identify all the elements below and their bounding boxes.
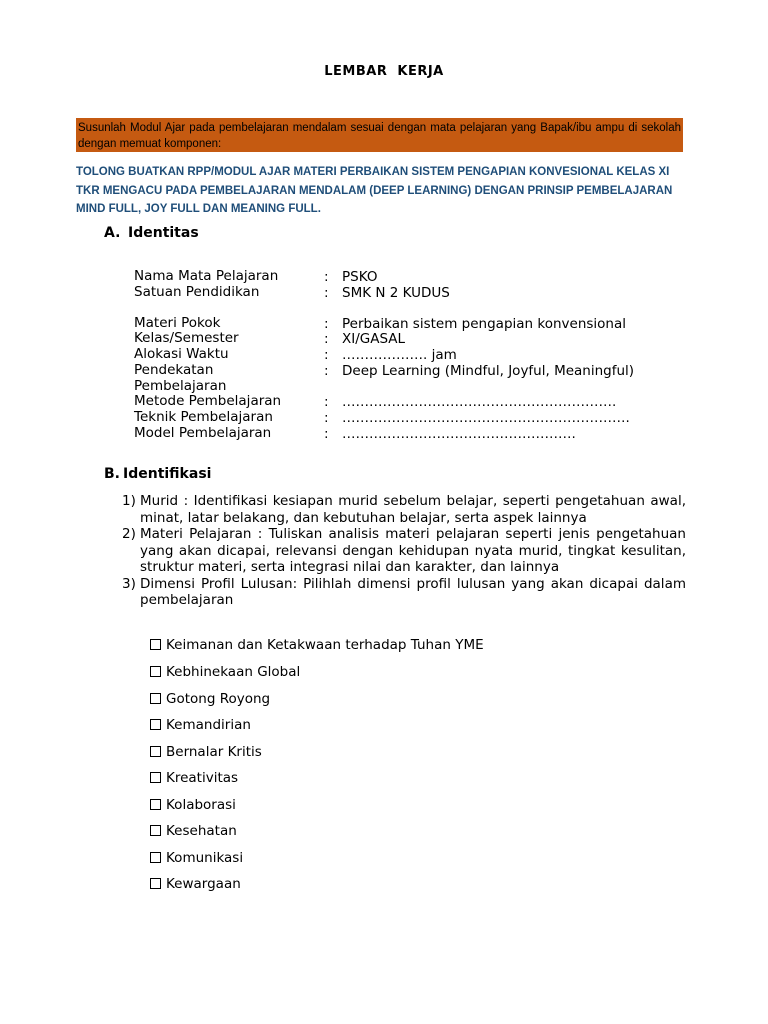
identitas-label: Nama Mata Pelajaran	[134, 268, 279, 284]
identitas-colon: :	[324, 347, 329, 363]
identitas-value: Perbaikan sistem pengapian konvensional	[342, 316, 627, 332]
identitas-colon: :	[324, 363, 329, 379]
identitas-value: SMK N 2 KUDUS	[342, 285, 450, 301]
request-text: TOLONG BUATKAN RPP/MODUL AJAR MATERI PERBAIKAN SISTEM PENGAPIAN KONVESIONAL KELAS XI TKR MENGACU PADA PEMBELAJARAN MENDALAM (DEEP LEARNING) DENGAN PRINSIP PEMBELAJARAN MIND FULL, JOY FULL DAN MEANING FULL.	[76, 166, 673, 215]
identitas-colon: :	[324, 316, 329, 332]
checklist-label: Bernalar Kritis	[166, 744, 262, 760]
checklist-item	[150, 637, 484, 653]
page-title: LEMBAR KERJA	[324, 64, 444, 79]
checkbox-icon[interactable]	[150, 719, 161, 730]
list-item-number: 2)	[122, 526, 136, 542]
section-b-letter: B.	[104, 466, 120, 482]
identitas-label: Metode Pembelajaran	[134, 393, 282, 409]
checklist-label: Keimanan dan Ketakwaan terhadap Tuhan YME	[166, 637, 484, 653]
checklist-item	[150, 850, 243, 866]
list-item-text: Murid : Identifikasi kesiapan murid sebelum belajar, seperti pengetahuan awal, minat, latar belakang, dan kebutuhan belajar, serta aspek lainnya	[140, 493, 686, 526]
list-item-number: 1)	[122, 493, 136, 509]
section-b-title: Identifikasi	[123, 466, 212, 482]
checklist-label: Komunikasi	[166, 850, 244, 866]
identitas-label: Alokasi Waktu	[134, 346, 229, 362]
list-item-text: Dimensi Profil Lulusan: Pilihlah dimensi profil lulusan yang akan dicapai dalam pembelajaran	[140, 575, 686, 608]
checkbox-icon[interactable]	[150, 746, 161, 757]
identitas-value: …………………………………………….	[342, 426, 576, 442]
identitas-label: Kelas/Semester	[134, 330, 239, 346]
list-item	[122, 576, 686, 609]
checkbox-icon[interactable]	[150, 852, 161, 863]
section-b-heading	[104, 466, 211, 482]
checklist-label: Kesehatan	[166, 823, 237, 839]
checklist-label: Kreativitas	[166, 770, 239, 786]
checkbox-icon[interactable]	[150, 666, 161, 677]
checklist-item	[150, 797, 236, 813]
checklist-item	[150, 876, 241, 892]
list-item	[122, 526, 686, 576]
checkbox-icon[interactable]	[150, 878, 161, 889]
checklist-label: Kolaborasi	[166, 797, 236, 813]
identitas-value: …………………………………………………….	[342, 394, 617, 410]
identitas-value: ………………. jam	[342, 347, 457, 363]
identitas-colon: :	[324, 269, 329, 285]
identitas-label: Pendekatan Pembelajaran	[134, 362, 227, 394]
list-item	[122, 493, 686, 526]
checkbox-icon[interactable]	[150, 772, 161, 783]
identitas-label: Model Pembelajaran	[134, 425, 272, 441]
checklist-label: Kewargaan	[166, 876, 241, 892]
identitas-colon: :	[324, 410, 329, 426]
checklist-item	[150, 717, 251, 733]
checklist-label: Gotong Royong	[166, 691, 271, 707]
checklist-item	[150, 691, 270, 707]
identitas-label: Satuan Pendidikan	[134, 284, 260, 300]
checkbox-icon[interactable]	[150, 799, 161, 810]
checklist-item	[150, 770, 238, 786]
identitas-colon: :	[324, 426, 329, 442]
checklist-label: Kemandirian	[166, 717, 251, 733]
checklist-item	[150, 823, 237, 839]
identitas-label: Teknik Pembelajaran	[134, 409, 273, 425]
list-item-text: Materi Pelajaran : Tuliskan analisis materi pelajaran seperti jenis pengetahuan yang akan dicapai, relevansi dengan kehidupan nyata murid, tingkat kesulitan, struktur materi, serta integrasi nilai dan karakter, dan lainnya	[140, 526, 686, 575]
identitas-value: Deep Learning (Mindful, Joyful, Meaningful)	[342, 363, 635, 379]
identitas-label: Materi Pokok	[134, 315, 221, 331]
identifikasi-list	[122, 493, 686, 609]
checklist-item	[150, 664, 300, 680]
instruction-banner: Susunlah Modul Ajar pada pembelajaran mendalam sesuai dengan mata pelajaran yang Bapak/ibu ampu di sekolah dengan memuat komponen:	[76, 118, 683, 152]
checkbox-icon[interactable]	[150, 825, 161, 836]
identitas-value: ……………………………………………………….	[342, 410, 630, 426]
checklist-label: Kebhinekaan Global	[166, 664, 301, 680]
section-a-heading	[104, 225, 199, 241]
identitas-value: XI/GASAL	[342, 331, 406, 347]
identitas-colon: :	[324, 331, 329, 347]
checklist-item	[150, 744, 262, 760]
identitas-colon: :	[324, 285, 329, 301]
list-item-number: 3)	[122, 575, 136, 592]
identitas-value: PSKO	[342, 269, 378, 285]
checkbox-icon[interactable]	[150, 693, 161, 704]
section-a-letter: A.	[104, 225, 121, 241]
identitas-colon: :	[324, 394, 329, 410]
section-a-title: Identitas	[128, 225, 199, 241]
checkbox-icon[interactable]	[150, 639, 161, 650]
